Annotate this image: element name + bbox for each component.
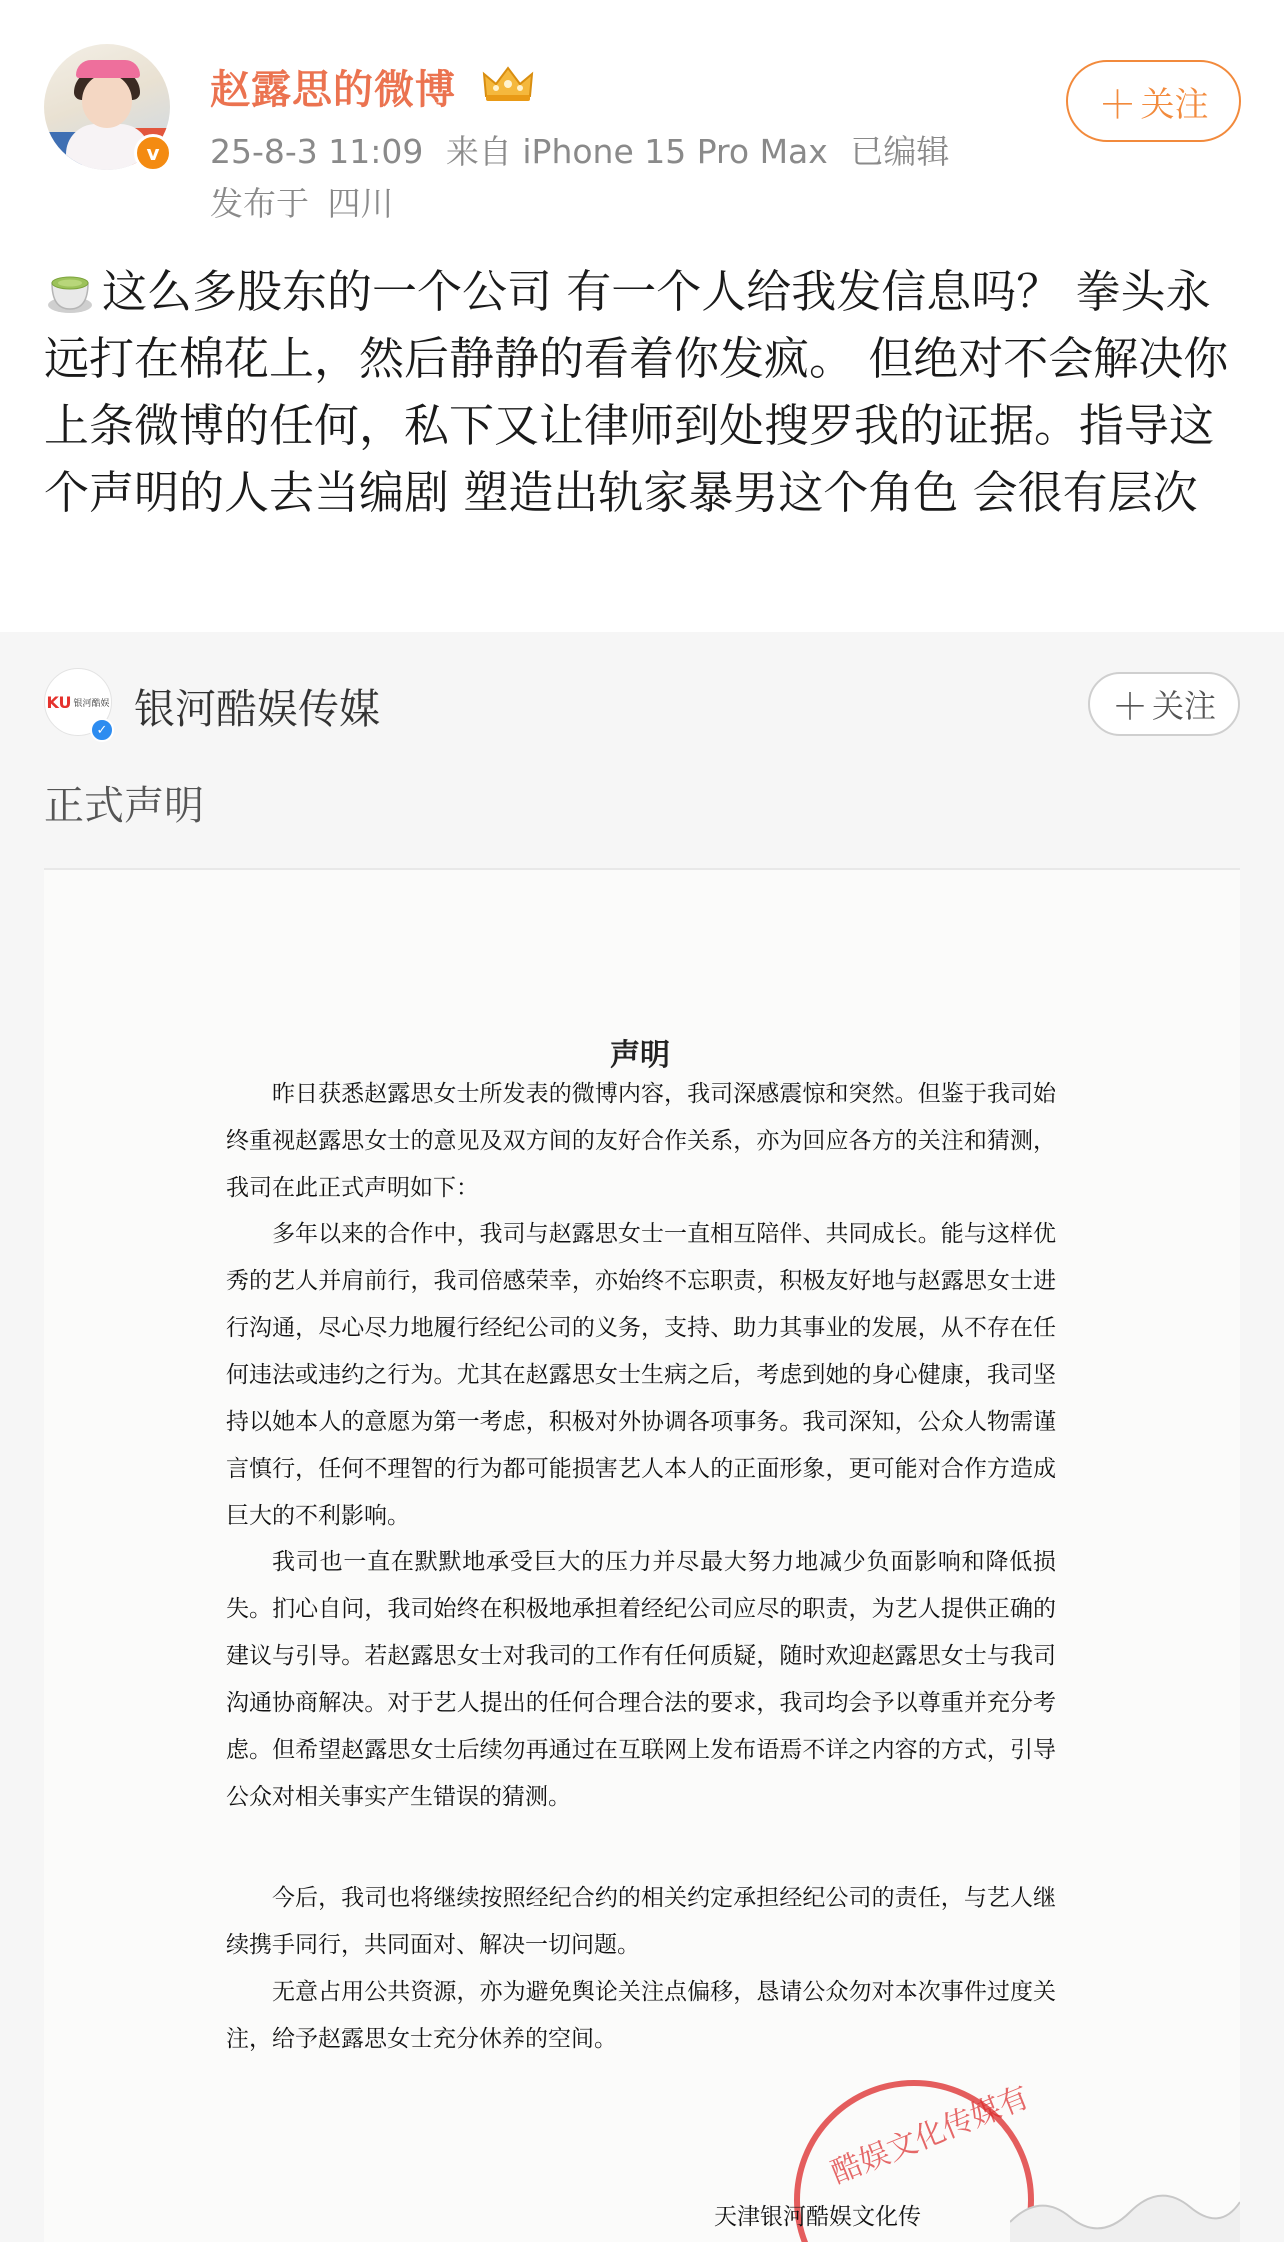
follow-label: 关注 — [1140, 84, 1209, 125]
post-text: 这么多股东的一个公司 有一个人给我发信息吗？ 拳头永远打在棉花上，然后静静的看着你发疯。 但绝对不会解决你上条微博的任何，私下又让律师到处搜罗我的证据。指导这个声明的人去当编剧 塑造出轨家暴男这个角色 会很有层次 — [44, 265, 1229, 519]
author-name[interactable]: 赵露思的微博 — [210, 67, 456, 113]
statement-paragraph: 无意占用公共资源，亦为避免舆论关注点偏移，恳请公众勿对本次事件过度关注，给予赵露思女士充分休养的空间。 — [226, 1979, 1056, 2051]
edited-label[interactable]: 已编辑 — [850, 132, 950, 171]
statement-title: 声明 — [610, 1039, 670, 1072]
statement-image[interactable] — [44, 868, 1240, 2242]
repost-author-name[interactable]: 银河酷娱传媒 — [134, 685, 380, 733]
post-date: 25-8-3 11:09 — [210, 132, 424, 171]
statement-signature: 天津银河酷娱文化传 — [714, 2204, 921, 2229]
post-location — [210, 178, 402, 225]
repost-card[interactable] — [0, 632, 1284, 2242]
author-avatar[interactable] — [44, 44, 170, 170]
location-value: 四川 — [327, 184, 394, 223]
plus-icon: ＋ — [1098, 82, 1137, 127]
location-prefix: 发布于 — [210, 184, 309, 223]
post-body — [44, 258, 1244, 526]
page-curl-decoration-icon — [1010, 2172, 1240, 2242]
seal-text: 酷娱文化传媒有 — [826, 2080, 1034, 2190]
statement-paragraph: 今后，我司也将继续按照经纪合约的相关约定承担经纪公司的责任，与艺人继续携手同行，共同面对、解决一切问题。 — [226, 1885, 1056, 1957]
repost-follow-label: 关注 — [1152, 687, 1217, 725]
vip-verified-icon: v — [134, 134, 172, 172]
verified-icon: ✓ — [90, 718, 114, 742]
plus-icon: ＋ — [1111, 686, 1148, 728]
repost-logo-text: KU — [46, 692, 72, 712]
repost-follow-button[interactable] — [1088, 672, 1240, 736]
tea-emoji-icon — [44, 265, 96, 317]
statement-paragraph: 多年以来的合作中，我司与赵露思女士一直相互陪伴、共同成长。能与这样优秀的艺人并肩前行，我司倍感荣幸，亦始终不忘职责，积极友好地与赵露思女士进行沟通，尽心尽力地履行经纪公司的义务，支持、助力其事业的发展，从不存在任何违法或违约之行为。尤其在赵露思女士生病之后，考虑到她的身心健康，我司坚持以她本人的意愿为第一考虑，积极对外协调各项事务。我司深知，公众人物需谨言慎行，任何不理智的行为都可能损害艺人本人的正面形象，更可能对合作方造成巨大的不利影响。 — [226, 1221, 1056, 1528]
statement-paragraph: 昨日获悉赵露思女士所发表的微博内容，我司深感震惊和突然。但鉴于我司始终重视赵露思女士的意见及双方间的友好合作关系，亦为回应各方的关注和猜测，我司在此正式声明如下： — [226, 1081, 1056, 1200]
crown-icon — [480, 62, 536, 104]
repost-logo-sub: 银河酷娱 — [73, 698, 110, 709]
repost-title: 正式声明 — [44, 783, 204, 829]
post-source[interactable]: 来自 iPhone 15 Pro Max — [445, 132, 828, 171]
follow-button[interactable] — [1066, 60, 1241, 142]
statement-paragraph: 我司也一直在默默地承受巨大的压力并尽最大努力地减少负面影响和降低损失。扪心自问，我司始终在积极地承担着经纪公司应尽的职责，为艺人提供正确的建议与引导。若赵露思女士对我司的工作有任何质疑，随时欢迎赵露思女士与我司沟通协商解决。对于艺人提出的任何合理合法的要求，我司均会予以尊重并充分考虑。但希望赵露思女士后续勿再通过在互联网上发布语焉不详之内容的方式，引导公众对相关事实产生错误的猜测。 — [226, 1549, 1056, 1809]
post-header — [0, 0, 1284, 225]
post-meta — [210, 126, 961, 173]
